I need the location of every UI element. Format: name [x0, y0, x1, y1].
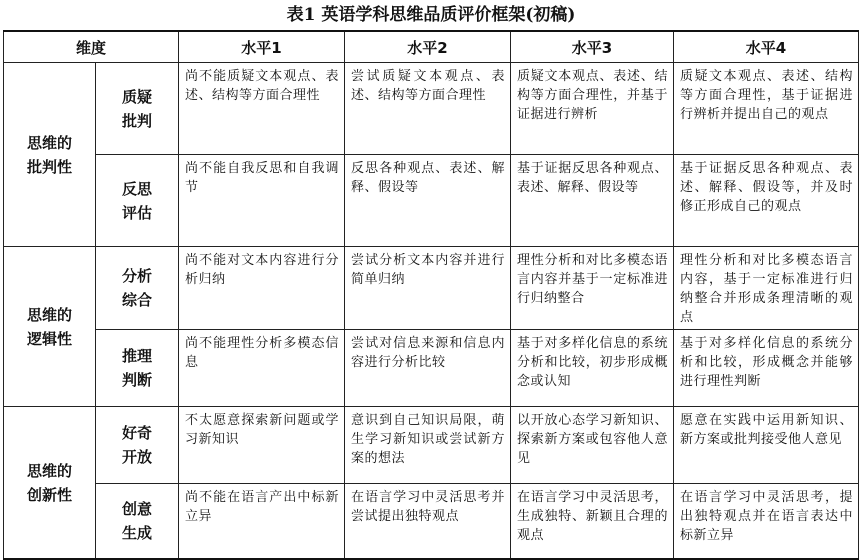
table-row	[4, 407, 859, 484]
table-row	[4, 484, 859, 560]
level-3-cell: 理性分析和对比多模态语言内容并基于一定标准进行归纳整合	[511, 247, 674, 330]
subdimension-label-line2: 生成	[122, 524, 153, 542]
table-row	[4, 247, 859, 330]
level-2-cell: 反思各种观点、表述、解释、假设等	[345, 155, 511, 247]
subdimension-label-line2: 判断	[122, 371, 153, 389]
subdimension-label-line1: 创意	[122, 500, 153, 518]
header-level-4: 水平4	[674, 31, 859, 63]
evaluation-table	[3, 30, 859, 560]
table-row	[4, 63, 859, 155]
dimension-label-line1: 思维的	[26, 305, 72, 324]
header-level-1: 水平1	[179, 31, 345, 63]
subdimension-label-line1: 好奇	[122, 424, 153, 442]
level-3-cell: 以开放心态学习新知识、探索新方案或包容他人意见	[511, 407, 674, 484]
level-3-cell: 质疑文本观点、表述、结构等方面合理性，并基于证据进行辨析	[511, 63, 674, 155]
subdimension-label-line2: 开放	[122, 448, 153, 466]
header-row	[4, 31, 859, 63]
level-2-cell: 尝试质疑文本观点、表述、结构等方面合理性	[345, 63, 511, 155]
level-2-cell: 尝试对信息来源和信息内容进行分析比较	[345, 330, 511, 407]
subdimension-label-line1: 分析	[122, 267, 153, 285]
dimension-label-line2: 批判性	[26, 157, 72, 176]
level-4-cell: 基于对多样化信息的系统分析和比较，形成概念并能够进行理性判断	[674, 330, 859, 407]
level-1-cell: 尚不能在语言产出中标新立异	[179, 484, 345, 560]
level-4-cell: 质疑文本观点、表述、结构等方面合理性，基于证据进行辨析并提出自己的观点	[674, 63, 859, 155]
dimension-critical	[4, 63, 96, 247]
level-2-cell: 尝试分析文本内容并进行简单归纳	[345, 247, 511, 330]
subdimension-label-line1: 质疑	[122, 87, 153, 106]
table-row	[4, 330, 859, 407]
subdimension-reflection	[96, 155, 179, 247]
header-level-3: 水平3	[511, 31, 674, 63]
level-1-cell: 尚不能对文本内容进行分析归纳	[179, 247, 345, 330]
level-2-cell: 在语言学习中灵活思考并尝试提出独特观点	[345, 484, 511, 560]
subdimension-questioning	[96, 63, 179, 155]
subdimension-label-line2: 批判	[122, 111, 153, 130]
dimension-creative	[4, 407, 96, 560]
subdimension-reasoning	[96, 330, 179, 407]
subdimension-curiosity	[96, 407, 179, 484]
dimension-label-line1: 思维的	[26, 461, 72, 480]
level-4-cell: 理性分析和对比多模态语言内容，基于一定标准进行归纳整合并形成条理清晰的观点	[674, 247, 859, 330]
level-3-cell: 基于证据反思各种观点、表述、解释、假设等	[511, 155, 674, 247]
table-title: 表1 英语学科思维品质评价框架(初稿)	[286, 5, 576, 25]
header-level-2: 水平2	[345, 31, 511, 63]
subdimension-analysis	[96, 247, 179, 330]
level-1-cell: 尚不能质疑文本观点、表述、结构等方面合理性	[179, 63, 345, 155]
subdimension-label-line2: 综合	[122, 291, 153, 309]
level-4-cell: 基于证据反思各种观点、表述、解释、假设等，并及时修正形成自己的观点	[674, 155, 859, 247]
dimension-label-line1: 思维的	[26, 133, 72, 152]
subdimension-label-line1: 推理	[122, 347, 153, 365]
level-4-cell: 在语言学习中灵活思考，提出独特观点并在语言表达中标新立异	[674, 484, 859, 560]
header-dimension: 维度	[4, 31, 179, 63]
dimension-logical	[4, 247, 96, 407]
level-2-cell: 意识到自己知识局限，萌生学习新知识或尝试新方案的想法	[345, 407, 511, 484]
subdimension-creation	[96, 484, 179, 560]
level-1-cell: 尚不能自我反思和自我调节	[179, 155, 345, 247]
subdimension-label-line2: 评估	[122, 203, 153, 222]
level-3-cell: 在语言学习中灵活思考，生成独特、新颖且合理的观点	[511, 484, 674, 560]
level-1-cell: 不太愿意探索新问题或学习新知识	[179, 407, 345, 484]
table-row	[4, 155, 859, 247]
level-1-cell: 尚不能理性分析多模态信息	[179, 330, 345, 407]
dimension-label-line2: 逻辑性	[26, 329, 72, 348]
level-3-cell: 基于对多样化信息的系统分析和比较，初步形成概念或认知	[511, 330, 674, 407]
subdimension-label-line1: 反思	[122, 179, 153, 198]
dimension-label-line2: 创新性	[26, 485, 72, 504]
level-4-cell: 愿意在实践中运用新知识、新方案或批判接受他人意见	[674, 407, 859, 484]
